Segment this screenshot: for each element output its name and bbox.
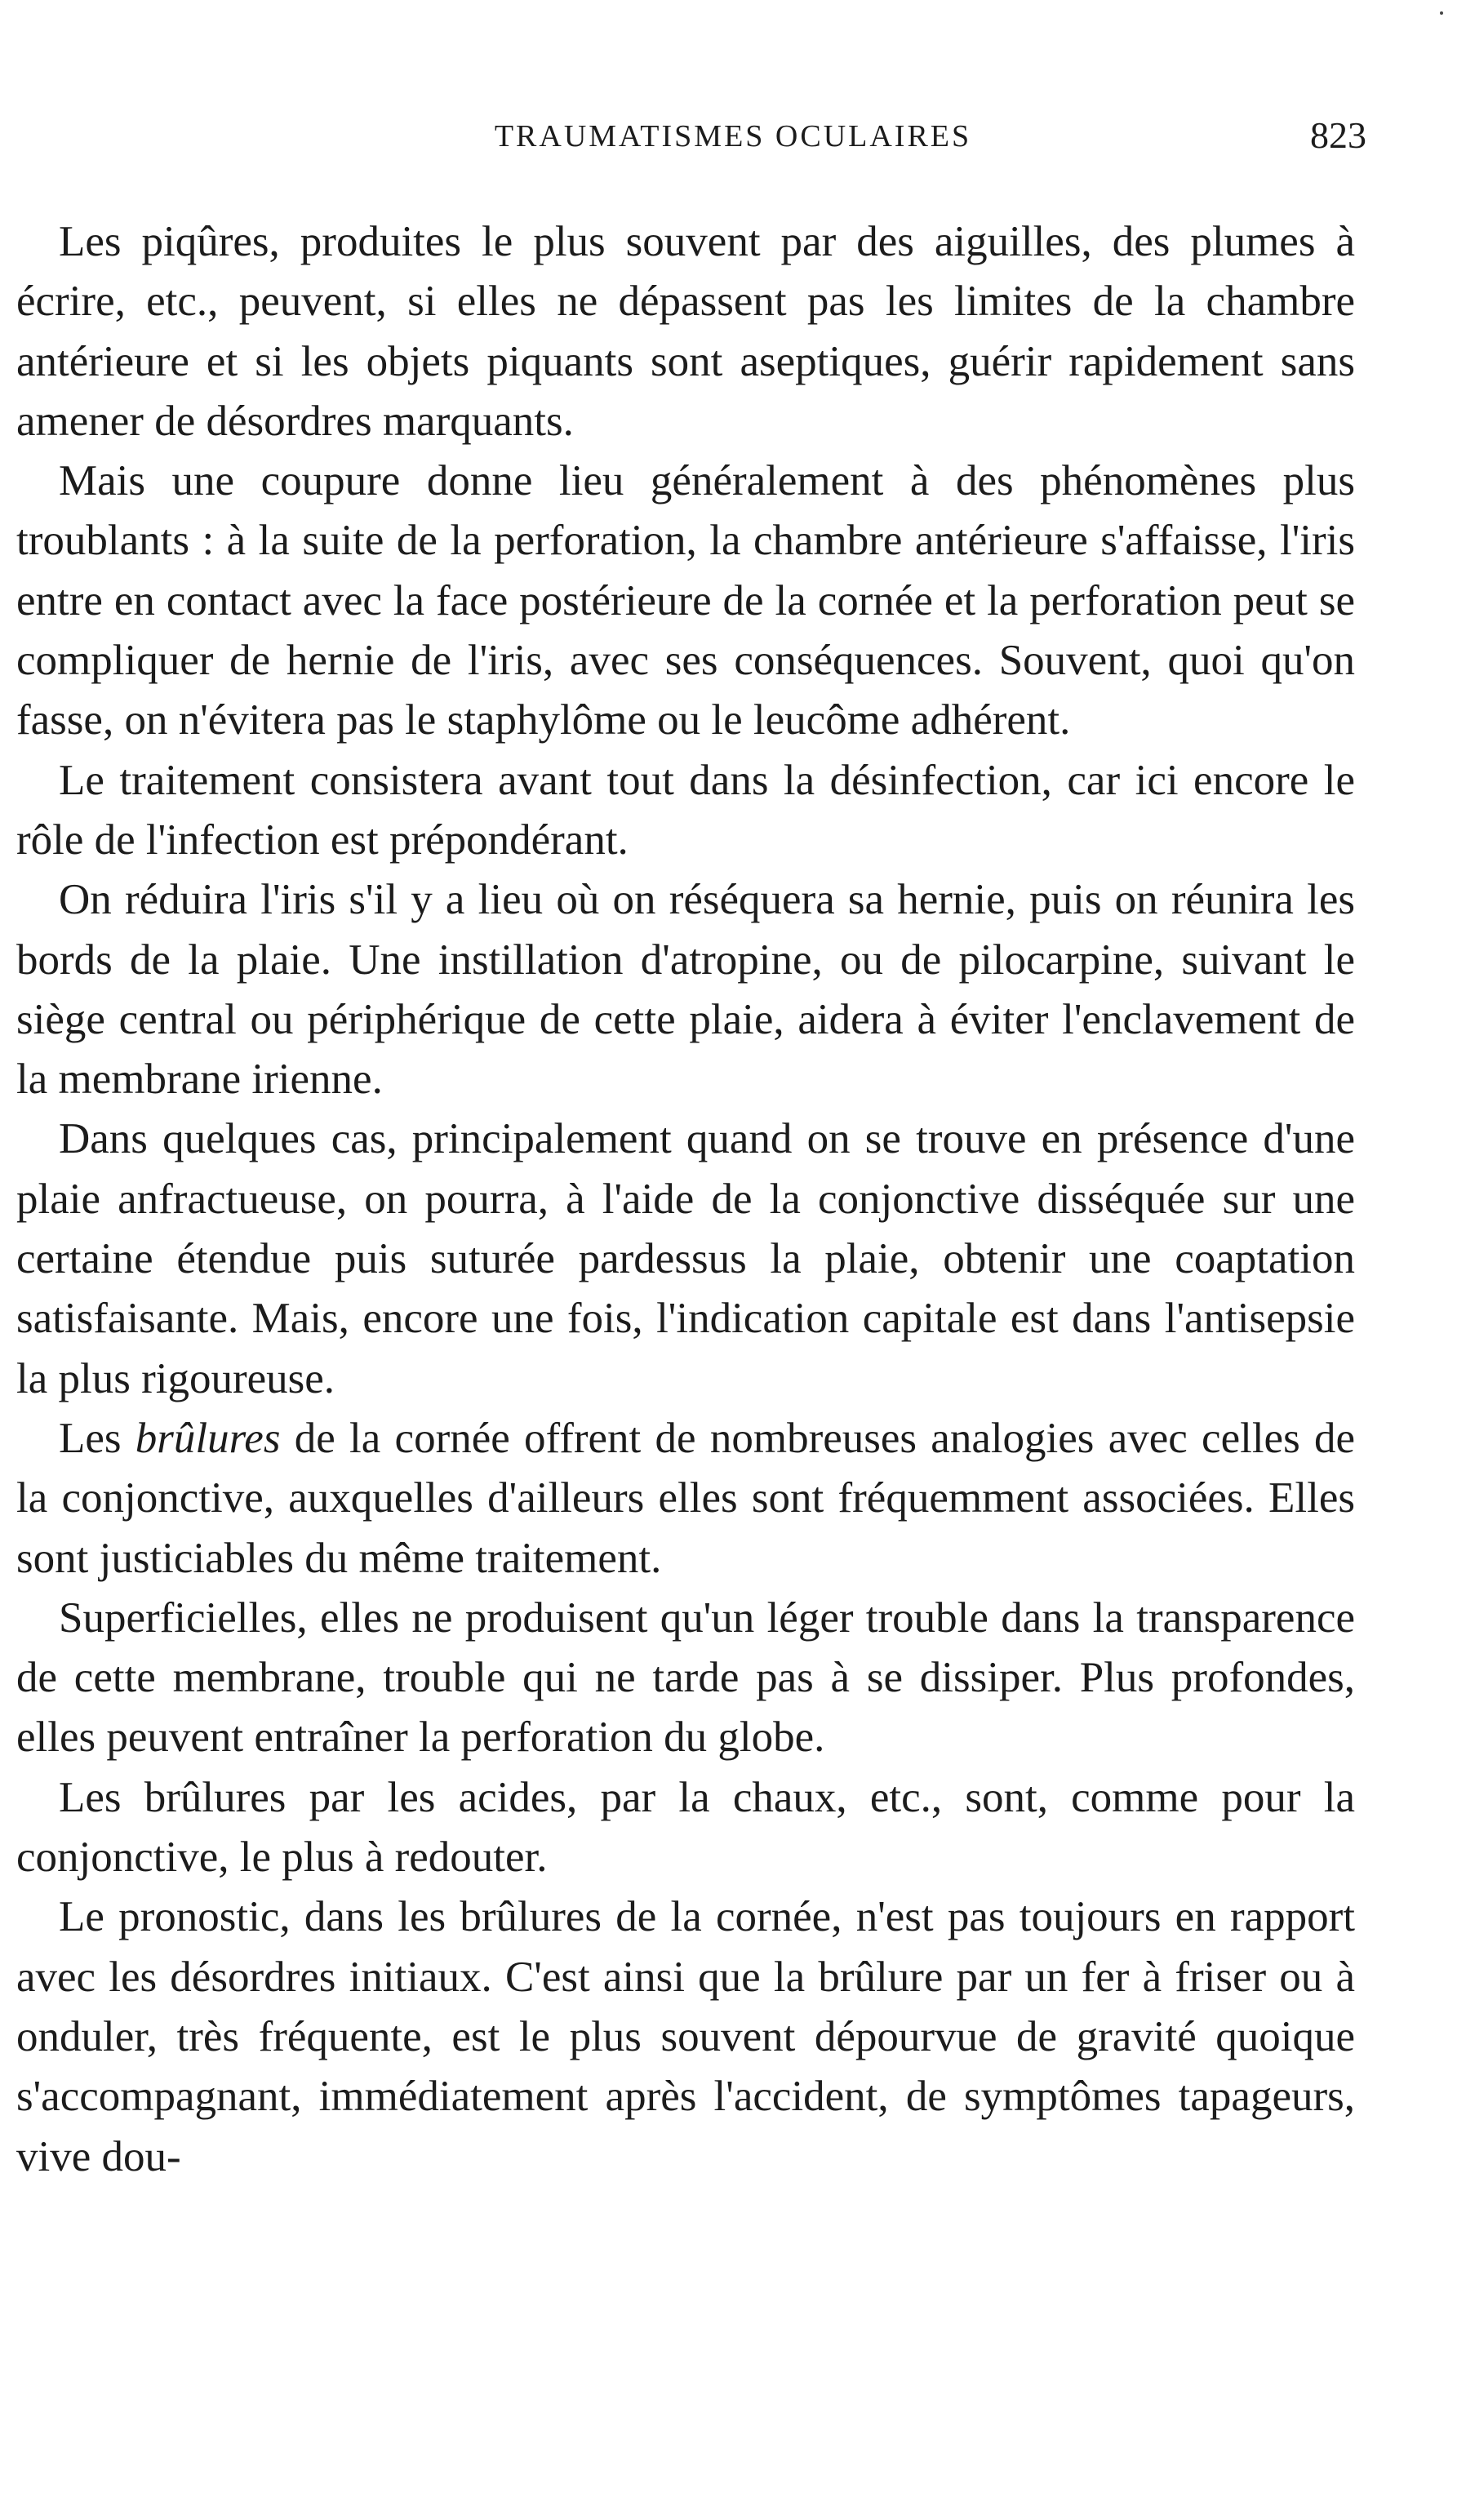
speck-mark [1440,11,1443,15]
running-header [0,114,1466,167]
paragraph-plaie-anfractueuse: Dans quelques cas, principalement quand on se trouve en présence d'une plaie anfractueuse, on pourra, à l'aide de la conjonctive disséquée sur une certaine étendue puis suturée pardessus la plaie, obtenir une coaptation satisfaisante. Mais, encore une fois, l'indication capitale est dans l'antisepsie la plus rigoureuse. [16,1115,1355,1402]
paragraph-brulures [16,1409,1355,1589]
paragraph-brulures-lead: Les [59,1414,135,1462]
paragraph-superficielles: Superficielles, elles ne produisent qu'un léger trouble dans la transparence de cette membrane, trouble qui ne tarde pas à se dissiper. Plus profondes, elles peuvent entraîner la perforation du globe. [16,1593,1355,1762]
page-number: 823 [1310,114,1366,156]
emphasis-brulures: brûlures [135,1414,281,1462]
paragraph-piqures: Les piqûres, produites le plus souvent par des aiguilles, des plumes à écrire, etc., peuvent, si elles ne dépassent pas les limites de la chambre antérieure et si les objets piquants sont aseptiques, guérir rapidement sans amener de désordres marquants. [16,218,1355,445]
paragraph-brulures-rest: de la cornée offrent de nombreuses analogies avec celles de la conjonctive, auxquelles d'ailleurs elles sont fréquemment associées. Elles sont justiciables du même traitement. [16,1414,1355,1582]
paragraph-pronostic: Le pronostic, dans les brûlures de la cornée, n'est pas toujours en rapport avec les désordres initiaux. C'est ainsi que la brûlure par un fer à friser ou à onduler, très fréquente, est le plus souvent dépourvue de gravité quoique s'accompagnant, immédiatement après l'accident, de symptômes tapageurs, vive dou- [16,1893,1355,2180]
paragraph-traitement: Le traitement consistera avant tout dans la désinfection, car ici encore le rôle de l'infection est prépondérant. [16,756,1355,864]
paragraph-reduction-iris: On réduira l'iris s'il y a lieu où on réséquera sa hernie, puis on réunira les bords de la plaie. Une instillation d'atropine, ou de pilocarpine, suivant le siège central ou périphérique de cette plaie, aidera à éviter l'enclavement de la membrane irienne. [16,876,1355,1104]
body-text [16,212,1355,2187]
running-title: TRAUMATISMES OCULAIRES [494,119,972,153]
paragraph-coupure: Mais une coupure donne lieu généralement à des phénomènes plus troublants : à la suite de la perforation, la chambre antérieure s'affaisse, l'iris entre en contact avec la face postérieure de la cornée et la perforation peut se compliquer de hernie de l'iris, avec ses conséquences. Souvent, quoi qu'on fasse, on n'évitera pas le staphylôme ou le leucôme adhérent. [16,457,1355,744]
paragraph-acides: Les brûlures par les acides, par la chaux, etc., sont, comme pour la conjonctive, le plus à redouter. [16,1773,1355,1882]
